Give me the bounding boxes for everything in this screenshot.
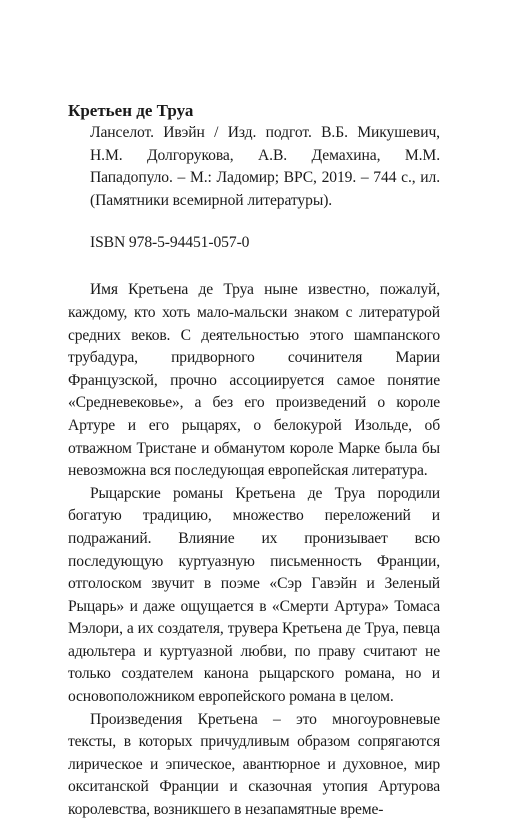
bibliographic-description: Ланселот. Ивэйн / Изд. подгот. В.Б. Микушевич, Н.М. Долгорукова, А.В. Демахина, М.М. Пападопуло. – М.: Ладомир; ВРС, 2019. – 744 с., ил. (Памятники всемирной литературы). [90,124,440,209]
annotation-text [68,279,440,821]
annotation-paragraph-3: Произведения Кретьена – это многоуровневые тексты, в которых причудливым образом сопрягаются лирическое и эпическое, авантюрное и духовное, мир окситанской Франции и сказочная утопия Артурова королевства, возникшего в незапамятные време- [68,710,440,819]
isbn-number: ISBN 978-5-94451-057-0 [90,234,250,252]
catalog-page [68,100,440,822]
annotation-paragraph-1: Имя Кретьена де Труа ныне известно, пожалуй, каждому, кто хоть мало-мальски знаком с литературой средних веков. С деятельностью этого шампанского трубадура, придворного сочинителя Марии Французской, прочно ассоциируется самое понятие «Средневековье», а без его произведений о короле Артуре и его рыцарях, о белокурой Изольде, об отважном Тристане и обманутом короле Марке была бы невозможна вся последующая европейская литература. [68,281,440,480]
bibliographic-record [68,100,440,254]
author-heading: Кретьен де Труа [68,101,194,120]
annotation-paragraph-2: Рыцарские романы Кретьена де Труа породили богатую традицию, множество переложений и подражаний. Влияние их пронизывает всю последующую куртуазную письменность Франции, отголоском звучит в поэме «Сэр Гавэйн и Зеленый Рыцарь» и даже ощущается в «Смерти Артура» Томаса Мэлори, а их создателя, трувера Кретьена де Труа, певца адюльтера и куртуазной любви, по праву считают не только создателем канона рыцарского романа, но и основоположником европейского романа в целом. [68,484,440,706]
